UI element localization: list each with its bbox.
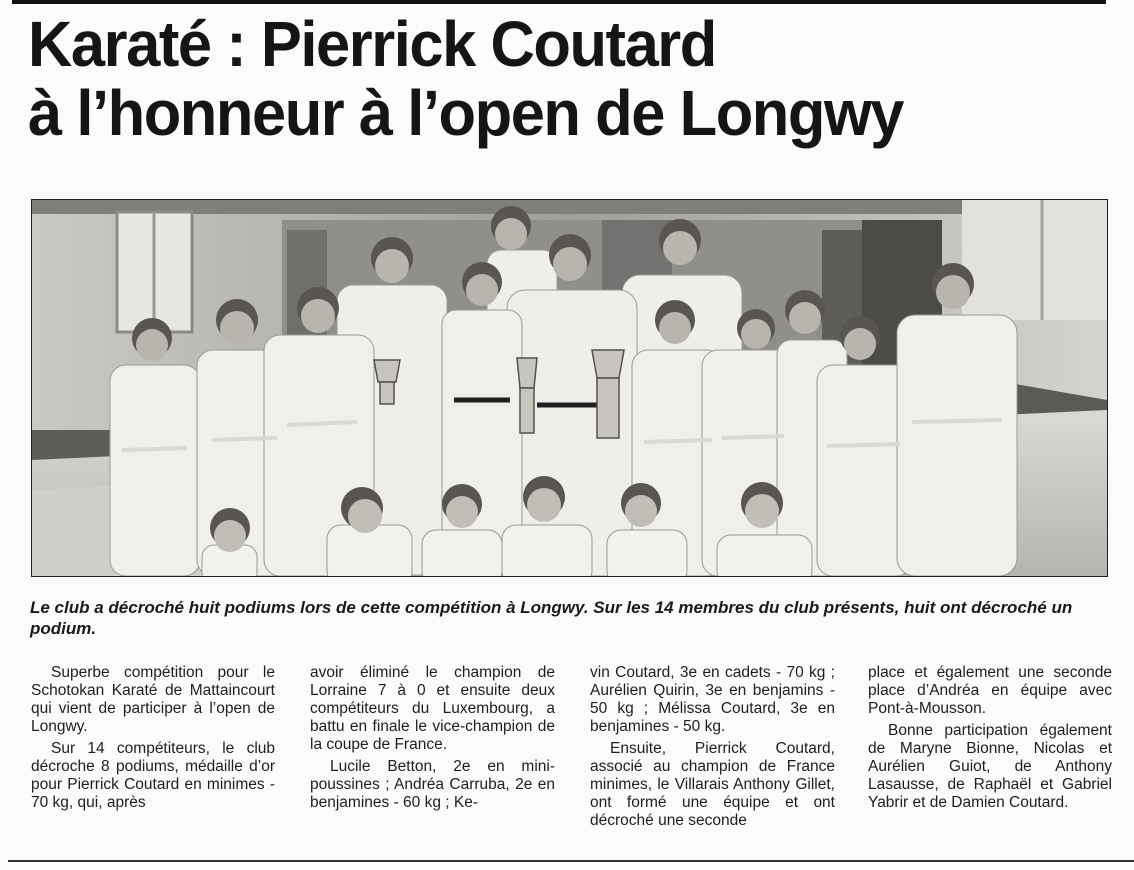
headline-line-2: à l’honneur à l’open de Longwy: [28, 77, 904, 149]
paragraph: avoir éliminé le champion de Lorraine 7 à 0 et ensuite deux compétiteurs du Luxembourg, a battu en finale le vice-champion de la coupe de France.: [310, 664, 555, 753]
article-column-4: [868, 664, 1112, 812]
paragraph: vin Coutard, 3e en cadets - 70 kg ; Aurélien Quirin, 3e en benjamins - 50 kg ; Mélissa Coutard, 3e en benjamines - 50 kg.: [590, 664, 835, 735]
bottom-rule: [8, 860, 1134, 862]
article-column-1: [31, 664, 275, 812]
paragraph: Ensuite, Pierrick Coutard, associé au champion de France minimes, le Villarais Anthony Gillet, ont formé une équipe et ont décroché une seconde: [590, 740, 835, 829]
article-column-3: [590, 664, 835, 830]
article-column-2: [310, 664, 555, 812]
paragraph: Lucile Betton, 2e en mini-poussines ; Andréa Carruba, 2e en benjamines - 60 kg ; Ke-: [310, 758, 555, 811]
group-photo: [31, 199, 1108, 577]
top-rule: [12, 0, 1106, 4]
paragraph: Sur 14 compétiteurs, le club décroche 8 podiums, médaille d’or pour Pierrick Coutard en minimes - 70 kg, qui, après: [31, 740, 275, 811]
headline: [28, 10, 988, 148]
paragraph: Superbe compétition pour le Schotokan Karaté de Mattaincourt qui vient de participer à l’open de Longwy.: [31, 664, 275, 735]
paragraph: Bonne participation également de Maryne Bionne, Nicolas et Aurélien Guiot, de Anthony Lasausse, de Raphaël et Gabriel Yabrir et de Damien Coutard.: [868, 722, 1112, 811]
photo-caption: Le club a décroché huit podiums lors de cette compétition à Longwy. Sur les 14 membres du club présents, huit ont décroché un podium.: [30, 598, 1073, 638]
paragraph: place et également une seconde place d’Andréa en équipe avec Pont-à-Mousson.: [868, 664, 1112, 717]
headline-line-1: Karaté : Pierrick Coutard: [28, 8, 716, 80]
